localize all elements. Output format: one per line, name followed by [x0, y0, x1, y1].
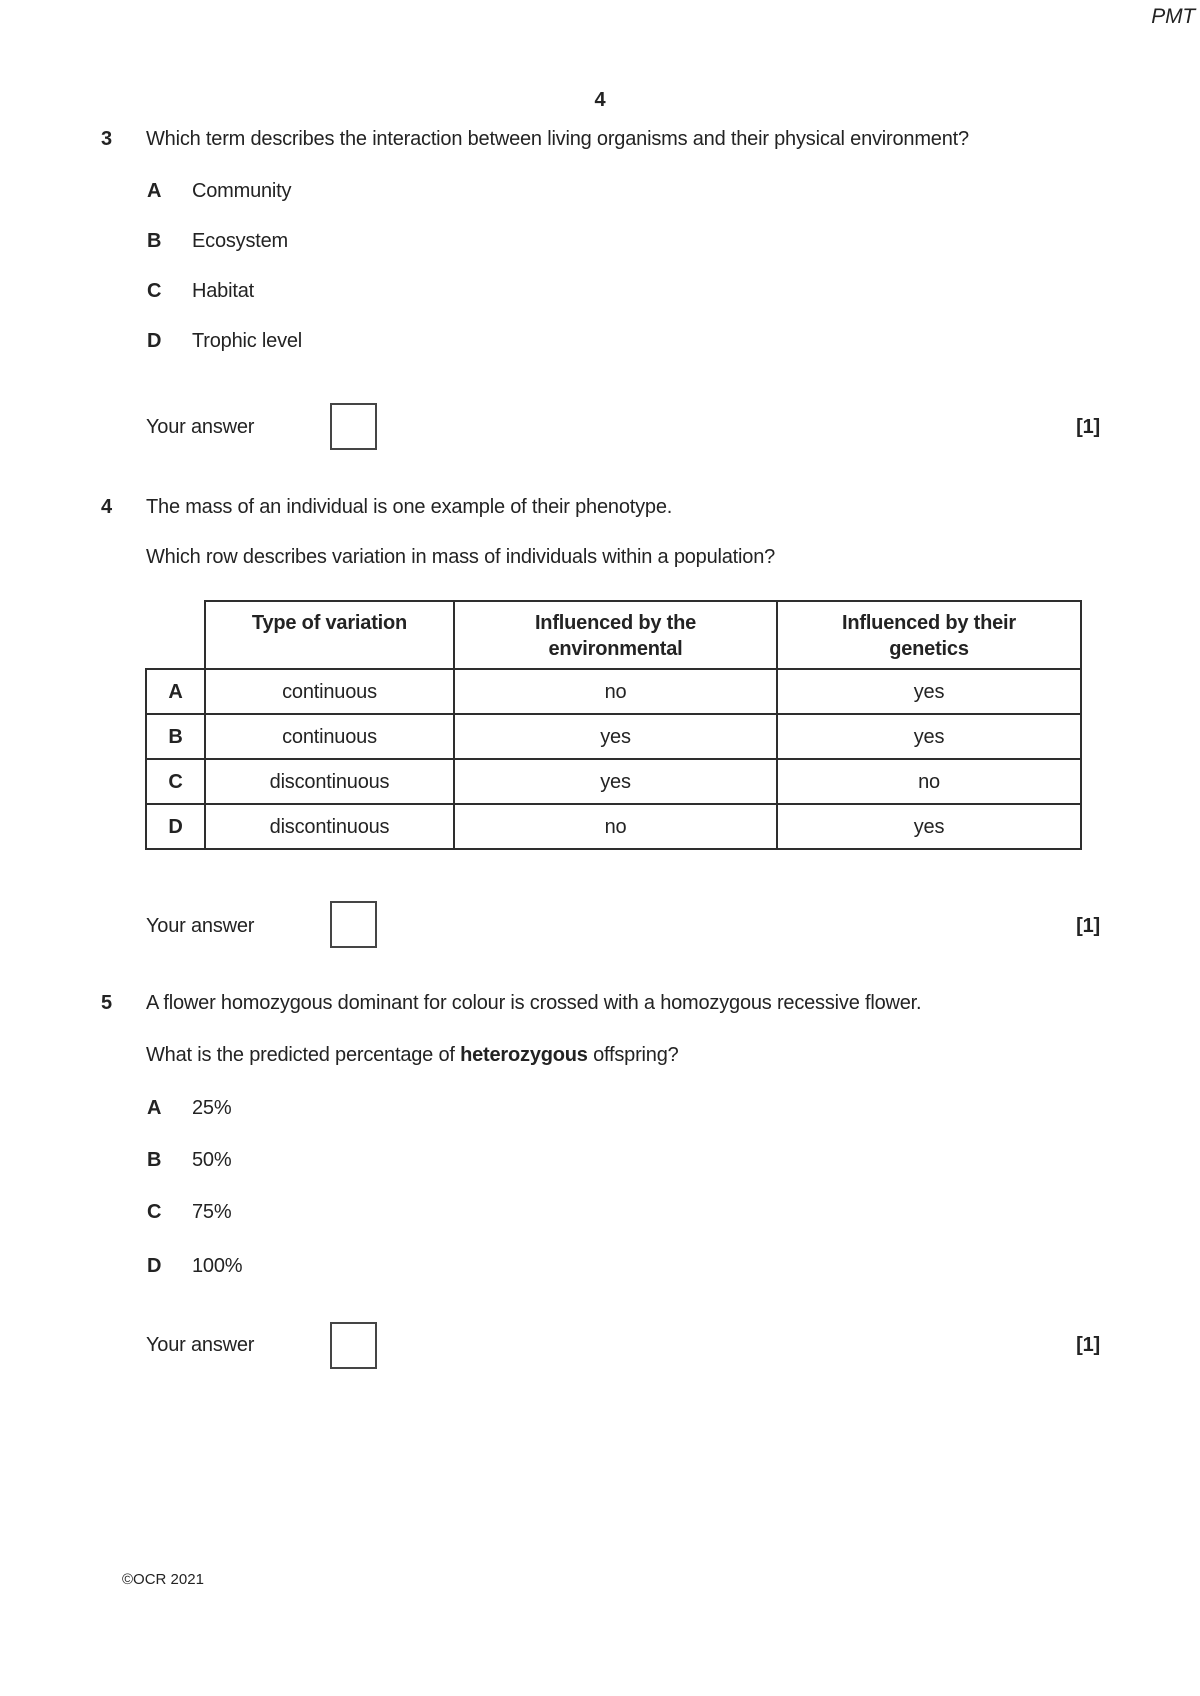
table-row-a-type: continuous: [205, 669, 454, 714]
question-5-text-1: A flower homozygous dominant for colour is crossed with a homozygous recessive flower.: [146, 992, 922, 1014]
table-row-d-letter: D: [146, 804, 205, 849]
table-row-d: [146, 804, 1081, 849]
q5-answer-label: Your answer: [146, 1334, 255, 1356]
table-row-a: [146, 669, 1081, 714]
question-3-line: [101, 127, 969, 151]
q5-answer-box[interactable]: [330, 1322, 377, 1369]
table-row-b-gen: yes: [777, 714, 1081, 759]
q5-option-b-text: 50%: [192, 1149, 232, 1171]
table-header-environment-line1: Influenced by the: [534, 612, 697, 634]
q5-marks: [1]: [1076, 1334, 1100, 1356]
table-row-c-env: yes: [454, 759, 777, 804]
table-header-type-line1: Type of variation: [251, 612, 408, 634]
q4-answer-box[interactable]: [330, 901, 377, 948]
q5-option-c: [147, 1200, 231, 1224]
q4-marks: [1]: [1076, 915, 1100, 937]
question-4-text-1: The mass of an individual is one example of their phenotype.: [146, 496, 673, 518]
q4-answer-label: Your answer: [146, 915, 255, 937]
question-5-line-1: [101, 991, 921, 1015]
question-4-text-2: Which row describes variation in mass of individuals within a population?: [146, 546, 776, 568]
question-3-text: Which term describes the interaction between living organisms and their physical environment?: [146, 128, 969, 150]
q3-option-a-letter: A: [147, 180, 162, 202]
table-row-c-type: discontinuous: [205, 759, 454, 804]
q5-option-c-text: 75%: [192, 1201, 232, 1223]
q5-text-2-prefix: What is the predicted percentage of: [146, 1044, 461, 1066]
q3-option-b-letter: B: [147, 230, 162, 252]
q5-option-d: [147, 1254, 242, 1278]
q5-text-2-bold: heterozygous: [460, 1044, 588, 1066]
question-4-number: 4: [101, 496, 112, 518]
table-row-b-letter: B: [146, 714, 205, 759]
q5-option-a-text: 25%: [192, 1097, 232, 1119]
question-5-text-2: [146, 1043, 679, 1067]
question-4-line-1: [101, 495, 672, 519]
table-header-genetics: [777, 601, 1081, 669]
table-row-a-letter: A: [146, 669, 205, 714]
table-header-genetics-line1: Influenced by their: [841, 612, 1016, 634]
q3-option-d: [147, 329, 302, 353]
table-row-c: [146, 759, 1081, 804]
q5-option-b-letter: B: [147, 1149, 162, 1171]
table-row-a-gen: yes: [777, 669, 1081, 714]
q3-option-c: [147, 279, 254, 303]
q5-option-a: [147, 1096, 231, 1120]
pmt-watermark: PMT: [1151, 5, 1195, 28]
q3-answer-label: Your answer: [146, 416, 255, 438]
table-row-c-gen: no: [777, 759, 1081, 804]
table-header-genetics-line2: genetics: [889, 638, 969, 660]
q3-option-b: [147, 229, 288, 253]
q3-option-d-text: Trophic level: [192, 330, 303, 352]
table-header-blank-cell: [146, 601, 205, 669]
table-row-b-type: continuous: [205, 714, 454, 759]
table-row-d-env: no: [454, 804, 777, 849]
q5-option-d-letter: D: [147, 1255, 162, 1277]
question-5-number: 5: [101, 992, 112, 1014]
table-row-b-env: yes: [454, 714, 777, 759]
table-row-d-gen: yes: [777, 804, 1081, 849]
q5-option-b: [147, 1148, 231, 1172]
table-row-d-type: discontinuous: [205, 804, 454, 849]
q5-option-d-text: 100%: [192, 1255, 243, 1277]
q5-text-2-suffix: offspring?: [587, 1044, 679, 1066]
table-header-row: [146, 601, 1081, 669]
table-row-a-env: no: [454, 669, 777, 714]
q3-option-c-text: Habitat: [192, 280, 254, 302]
q3-marks: [1]: [1076, 416, 1100, 438]
question-3-number: 3: [101, 128, 112, 150]
table-row-b: [146, 714, 1081, 759]
copyright-notice: ©OCR 2021: [122, 1571, 204, 1588]
q5-option-c-letter: C: [147, 1201, 162, 1223]
q3-option-a-text: Community: [192, 180, 292, 202]
q5-option-a-letter: A: [147, 1097, 162, 1119]
variation-table: [145, 600, 1082, 850]
q3-answer-box[interactable]: [330, 403, 377, 450]
q3-option-a: [147, 179, 291, 203]
table-header-environment-line2: environmental: [548, 638, 683, 660]
q3-option-c-letter: C: [147, 280, 162, 302]
page-number: 4: [594, 89, 606, 111]
q3-option-d-letter: D: [147, 330, 162, 352]
q3-option-b-text: Ecosystem: [192, 230, 289, 252]
table-row-c-letter: C: [146, 759, 205, 804]
table-header-type: [205, 601, 454, 669]
table-header-environment: [454, 601, 777, 669]
